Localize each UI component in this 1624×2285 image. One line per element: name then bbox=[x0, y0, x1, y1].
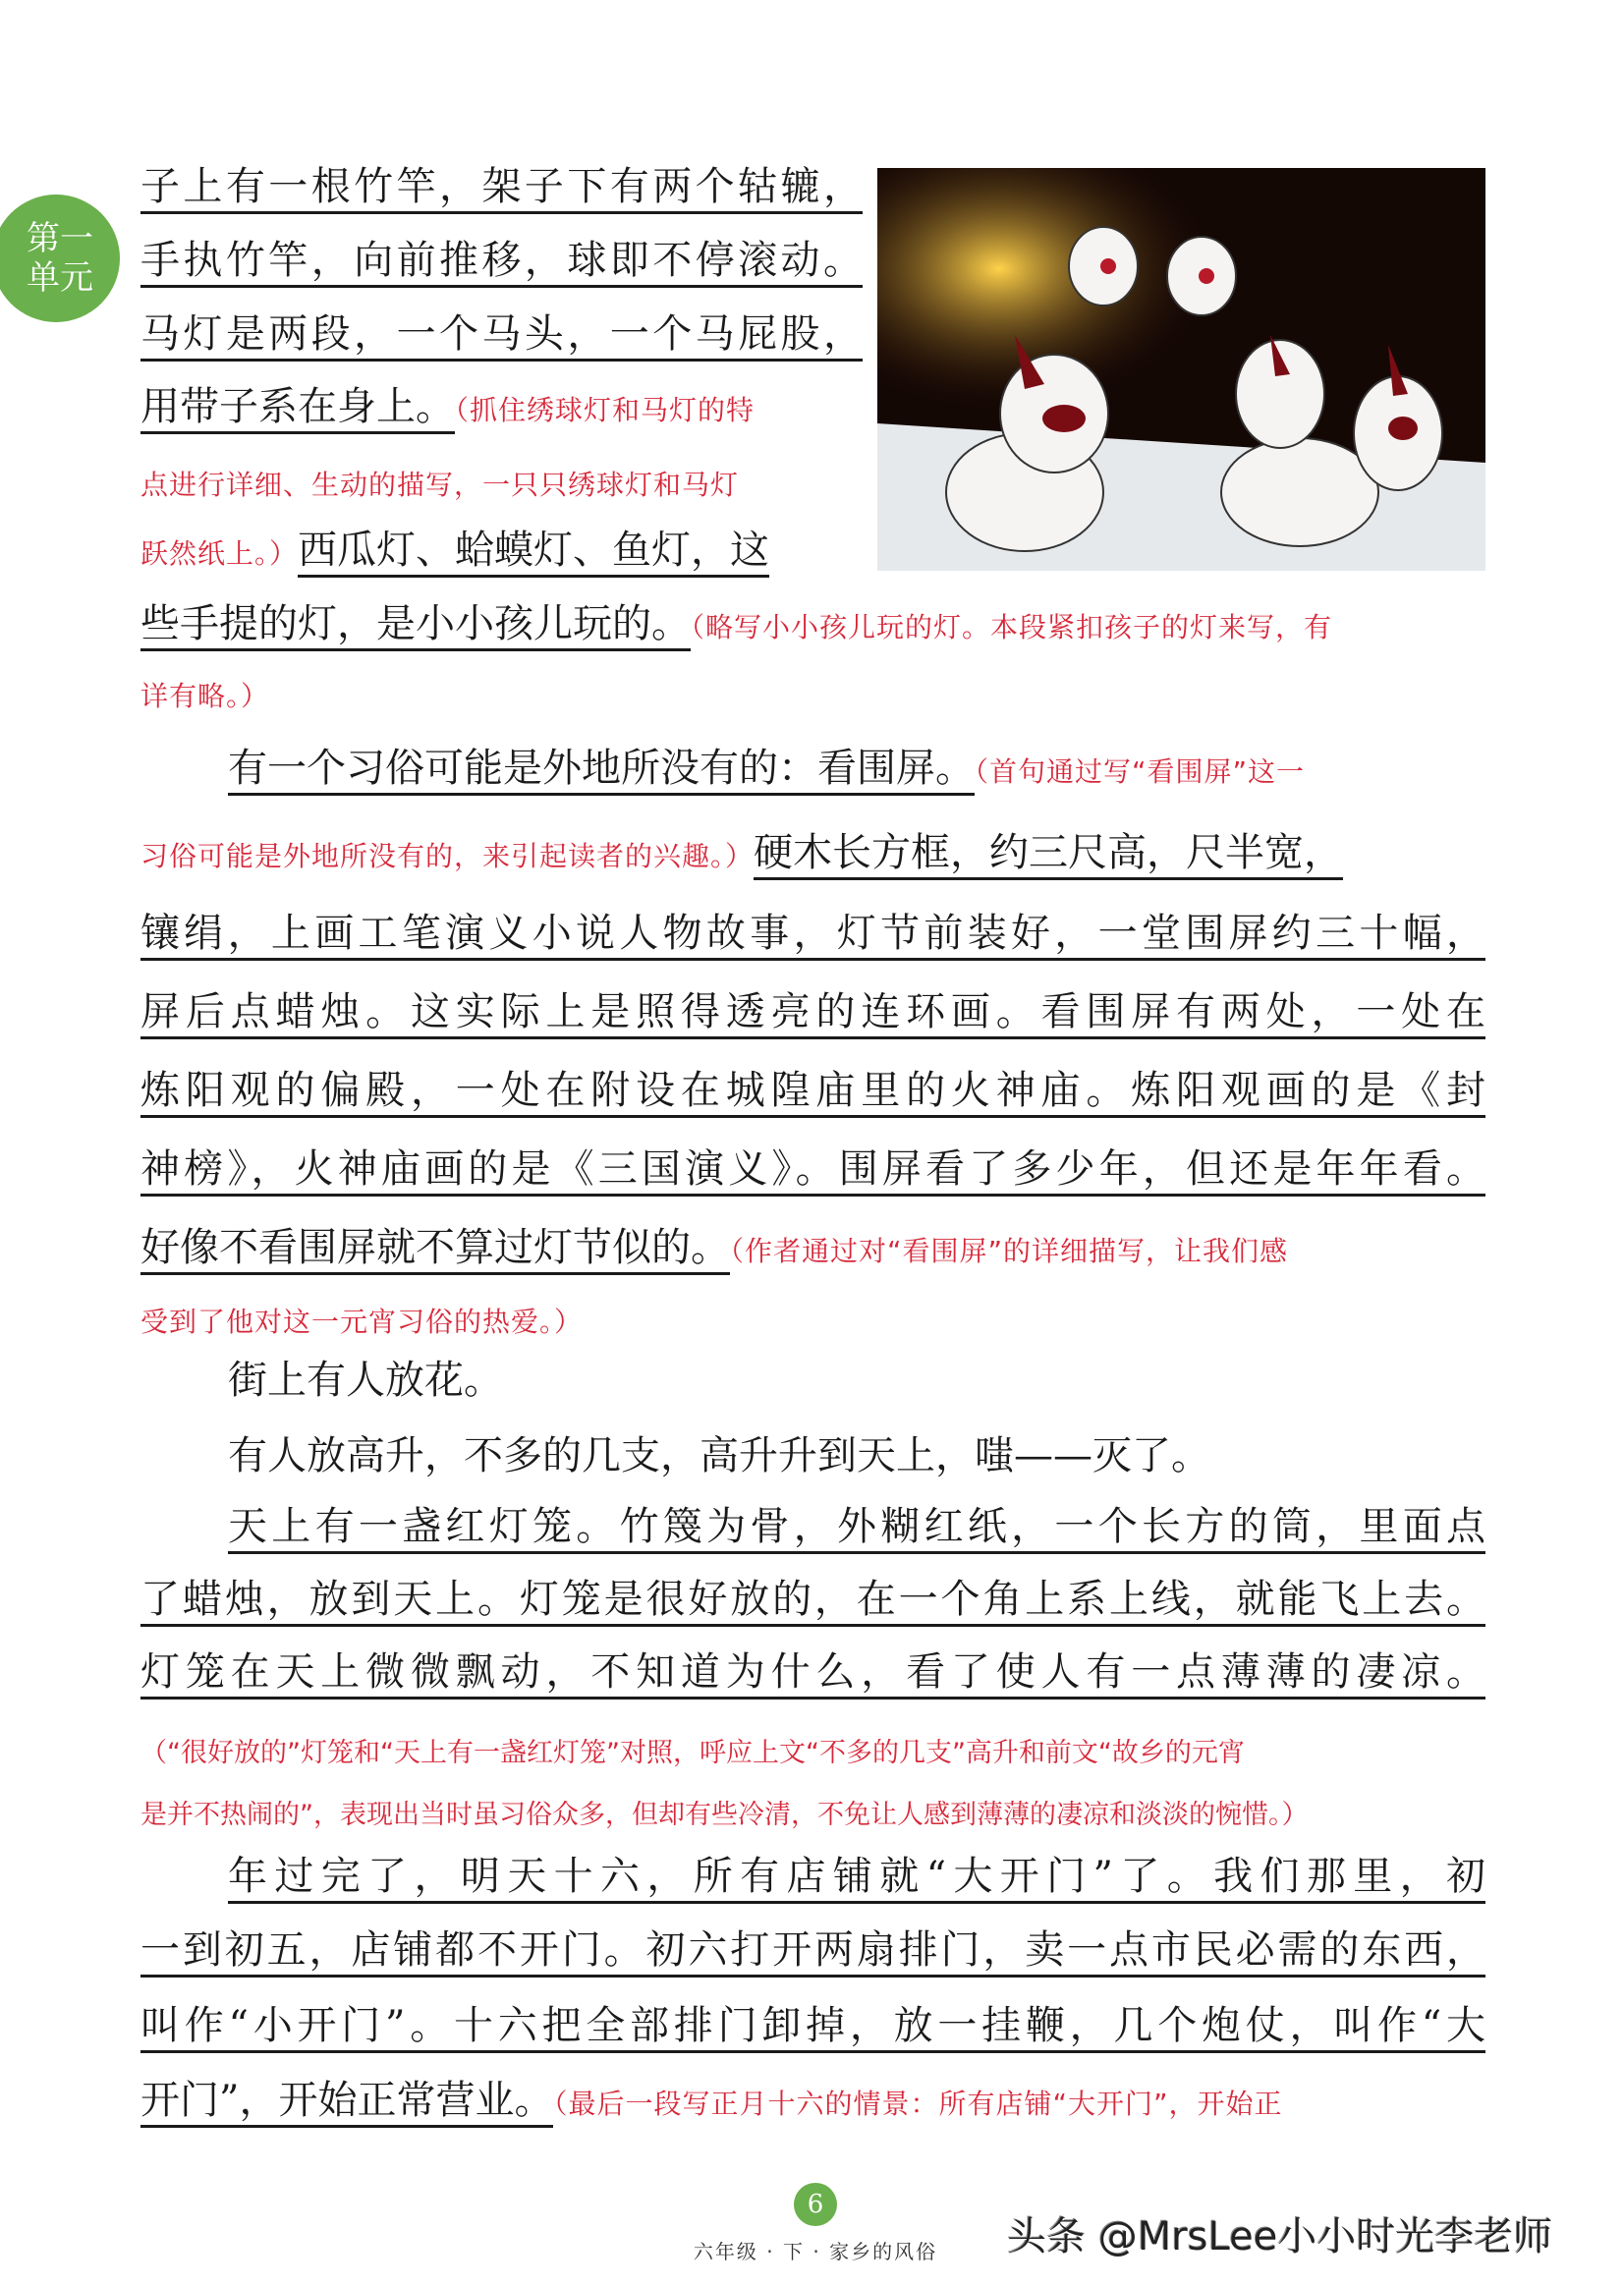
annotation: （最后一段写正月十六的情景：所有店铺“大开门”，开始正 bbox=[553, 2088, 1283, 2120]
line-text: 一到初五，店铺都不开门。初六打开两扇排门，卖一点市民必需的东西， bbox=[140, 1927, 1485, 1978]
text-line bbox=[140, 594, 1332, 653]
line-text: 了蜡烛，放到天上。灯笼是很好放的，在一个角上系上线，就能飞上去。 bbox=[140, 1577, 1485, 1627]
line-text: 些手提的灯，是小小孩儿玩的。 bbox=[140, 601, 691, 651]
line-text: 好像不看围屏就不算过灯节似的。 bbox=[140, 1225, 730, 1275]
unit-badge-line1: 第一 bbox=[27, 219, 93, 258]
line-text: 镶绢，上画工笔演义小说人物故事，灯节前装好，一堂围屏约三十幅， bbox=[140, 911, 1485, 961]
text-line bbox=[140, 157, 863, 216]
line-text: 用带子系在身上。 bbox=[140, 384, 455, 434]
line-text: 神榜》，火神庙画的是《三国演义》。围屏看了多少年，但还是年年看。 bbox=[140, 1146, 1485, 1197]
text-line bbox=[140, 377, 755, 436]
rabbit-lanterns-photo bbox=[877, 168, 1485, 571]
text-line bbox=[140, 1140, 1485, 1198]
text-line bbox=[140, 2071, 1282, 2130]
line-text: 屏后点蜡烛。这实际上是照得透亮的连环画。看围屏有两处，一处在 bbox=[140, 989, 1485, 1039]
annotation: 是并不热闹的”，表现出当时虽习俗众多，但却有些冷清，不免让人感到薄薄的凄凉和淡淡的惋惜。） bbox=[140, 1800, 1309, 1830]
text-line bbox=[140, 1218, 1288, 1277]
lantern-image-icon bbox=[877, 168, 1485, 571]
text-line bbox=[140, 823, 1343, 882]
line-text: 叫作“小开门”。十六把全部排门卸掉，放一挂鞭，几个炮仗，叫作“大 bbox=[140, 2003, 1485, 2053]
annotation: 点进行详细、生动的描写，一只只绣球灯和马灯 bbox=[140, 469, 740, 501]
line-text: 手执竹竿，向前推移，球即不停滚动。 bbox=[140, 238, 863, 288]
line-text: 天上有一盏红灯笼。竹篾为骨，外糊红纸，一个长方的筒，里面点 bbox=[228, 1504, 1485, 1554]
annotation: 受到了他对这一元宵习俗的热爱。） bbox=[140, 1306, 584, 1338]
text-line bbox=[140, 452, 739, 511]
line-text: 年过完了，明天十六，所有店铺就“大开门”了。我们那里，初 bbox=[228, 1854, 1485, 1904]
text-line bbox=[140, 1289, 583, 1348]
unit-badge-line2: 单元 bbox=[27, 258, 93, 298]
text-line bbox=[140, 982, 1485, 1041]
annotation: （首句通过写“看围屏”这一 bbox=[975, 755, 1306, 788]
text-line bbox=[140, 1497, 1485, 1556]
line-text: 炼阳观的偏殿，一处在附设在城隍庙里的火神庙。炼阳观画的是《封 bbox=[140, 1068, 1485, 1118]
line-text: 马灯是两段，一个马头，一个马屁股， bbox=[140, 311, 863, 362]
annotation: （“很好放的”灯笼和“天上有一盏红灯笼”对照，呼应上文“不多的几支”高升和前文“故乡的元宵 bbox=[140, 1738, 1245, 1768]
line-text: 有人放高升，不多的几支，高升升到天上，嗤——灭了。 bbox=[228, 1433, 1210, 1478]
text-line bbox=[140, 305, 863, 363]
text-line bbox=[140, 231, 863, 290]
line-text: 硬木长方框，约三尺高，尺半宽， bbox=[754, 830, 1343, 880]
text-line bbox=[140, 1570, 1485, 1629]
text-line bbox=[140, 904, 1485, 963]
page-number: 6 bbox=[794, 2183, 837, 2226]
text-line bbox=[140, 521, 769, 580]
text-line bbox=[140, 1061, 1485, 1120]
text-line bbox=[140, 1719, 1245, 1778]
text-line bbox=[140, 1847, 1485, 1906]
text-line bbox=[140, 1781, 1309, 1840]
watermark: 头条 @MrsLee小小时光李老师 bbox=[1007, 2214, 1553, 2259]
unit-badge bbox=[0, 195, 120, 322]
annotation: 详有略。） bbox=[140, 680, 270, 712]
text-line bbox=[140, 1351, 503, 1410]
line-text: 开门”，开始正常营业。 bbox=[140, 2078, 553, 2128]
book-title: 六年级 · 下 · 家乡的风俗 bbox=[693, 2240, 938, 2263]
text-line bbox=[140, 1921, 1485, 1979]
line-text: 灯笼在天上微微飘动，不知道为什么，看了使人有一点薄薄的凄凉。 bbox=[140, 1649, 1485, 1700]
annotation: （抓住绣球灯和马灯的特 bbox=[455, 394, 756, 426]
text-line bbox=[140, 1426, 1210, 1485]
line-text: 有一个习俗可能是外地所没有的：看围屏。 bbox=[228, 746, 975, 796]
line-text: 街上有人放花。 bbox=[228, 1358, 503, 1403]
text-line bbox=[140, 663, 269, 722]
annotation: （作者通过对“看围屏”的详细描写，让我们感 bbox=[730, 1235, 1289, 1267]
text-line bbox=[140, 1643, 1485, 1701]
text-line bbox=[140, 1996, 1485, 2055]
annotation: 跃然纸上。） bbox=[140, 537, 299, 570]
line-text: 子上有一根竹竿，架子下有两个轱辘， bbox=[140, 164, 863, 214]
line-text: 西瓜灯、蛤蟆灯、鱼灯，这 bbox=[298, 528, 769, 578]
annotation: 习俗可能是外地所没有的，来引起读者的兴趣。） bbox=[140, 840, 755, 872]
text-line bbox=[140, 739, 1305, 798]
annotation: （略写小小孩儿玩的灯。本段紧扣孩子的灯来写，有 bbox=[691, 611, 1333, 643]
